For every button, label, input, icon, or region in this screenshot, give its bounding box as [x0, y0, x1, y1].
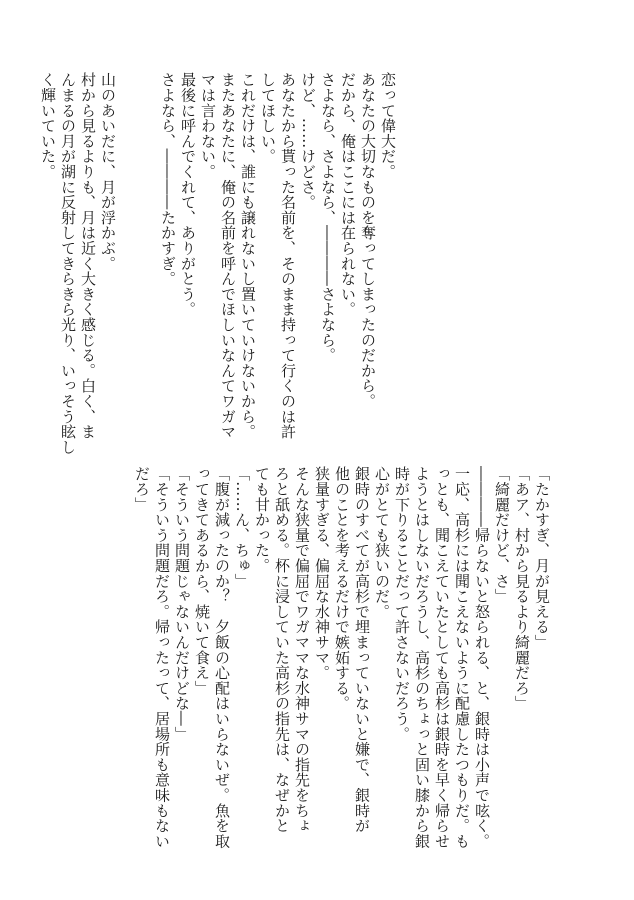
text-line: あなたの大切なものを奪ってしまったのだから。 [359, 72, 377, 409]
text-line: 「綺麗だけど、さ」 [493, 466, 511, 604]
text-line: これだけは、誰にも譲れないし置いていけないから。 [239, 72, 257, 440]
text-line: 村から見るよりも、月は近く大きく感じる。白く、ま [79, 72, 97, 440]
text-line: ろと舐める。杯に浸していた高杉の指先は、なぜかと [273, 466, 291, 834]
text-line: 恋って偉大だ。 [379, 72, 397, 180]
text-line: 最後に呼んでくれて、ありがとう。 [179, 72, 197, 317]
text-line: あなたから貰った名前を、そのまま持って行くのは許 [279, 72, 297, 440]
text-line: 「そういう問題だろ。帰ったって、居場所も意味もない [153, 466, 171, 849]
text-line: 時が下りることだって許さないだろう。 [393, 466, 411, 742]
top-text-block [38, 72, 398, 462]
text-line: ――――帰らないと怒られる、と、銀時は小声で呟く。 [473, 466, 491, 849]
text-line: だろ」 [133, 466, 151, 512]
text-line: 「たかすぎ、月が見える」 [533, 466, 551, 650]
text-line: だから、俺はここには在られない。 [339, 72, 357, 317]
text-line: けど、……けどさ。 [299, 72, 317, 210]
blank-line [118, 72, 138, 462]
text-line: 狭量すぎる、偏屈な水神サマ。 [313, 466, 331, 681]
text-line: 「そういう問題じゃないんだけどな―」 [173, 466, 191, 742]
text-line: 「あア、村から見るより綺麗だろ」 [513, 466, 531, 711]
text-line: そんな狭量で偏屈でワガママな水神サマの指先をちょ [293, 466, 311, 834]
text-line: してほしい。 [259, 72, 277, 164]
text-line: 「腹が減ったのか？ 夕飯の心配はいらないぜ。魚を取 [213, 466, 231, 849]
text-line: 銀時のすべてが高杉で埋まっていないと嫌で、銀時が [353, 466, 371, 834]
text-line: んまるの月が湖に反射してきらきら光り、いっそう眩し [59, 72, 77, 455]
text-line: 他のことを考えるだけで嫉妬する。 [333, 466, 351, 711]
text-line: さよなら、さよなら、――――さよなら。 [319, 72, 337, 363]
text-line: マは言わない。 [199, 72, 217, 180]
text-line: さよなら、――――たかすぎ。 [159, 72, 177, 287]
text-line: ても甘かった。 [253, 466, 271, 574]
text-line: 山のあいだに、月が浮かぶ。 [99, 72, 117, 271]
bottom-text-block [132, 466, 552, 849]
text-line: 心がとても狭いのだ。 [373, 466, 391, 619]
text-line: っとも、聞こえていたとしても高杉は銀時を早く帰らせ [433, 466, 451, 849]
text-line: ってきてあるから、焼いて食え」 [193, 466, 211, 696]
blank-line [138, 72, 158, 462]
text-line: またあなたに、俺の名前を呼んでほしいなんてワガマ [219, 72, 237, 440]
text-line: ようとはしないだろうし、高杉のちょっと固い膝から銀 [413, 466, 431, 849]
text-line: 「……ん、ちゅ」 [233, 466, 251, 589]
text-line: く輝いていた。 [39, 72, 57, 180]
text-line: 一応、高杉には聞こえないように配慮したつもりだ。も [453, 466, 471, 849]
